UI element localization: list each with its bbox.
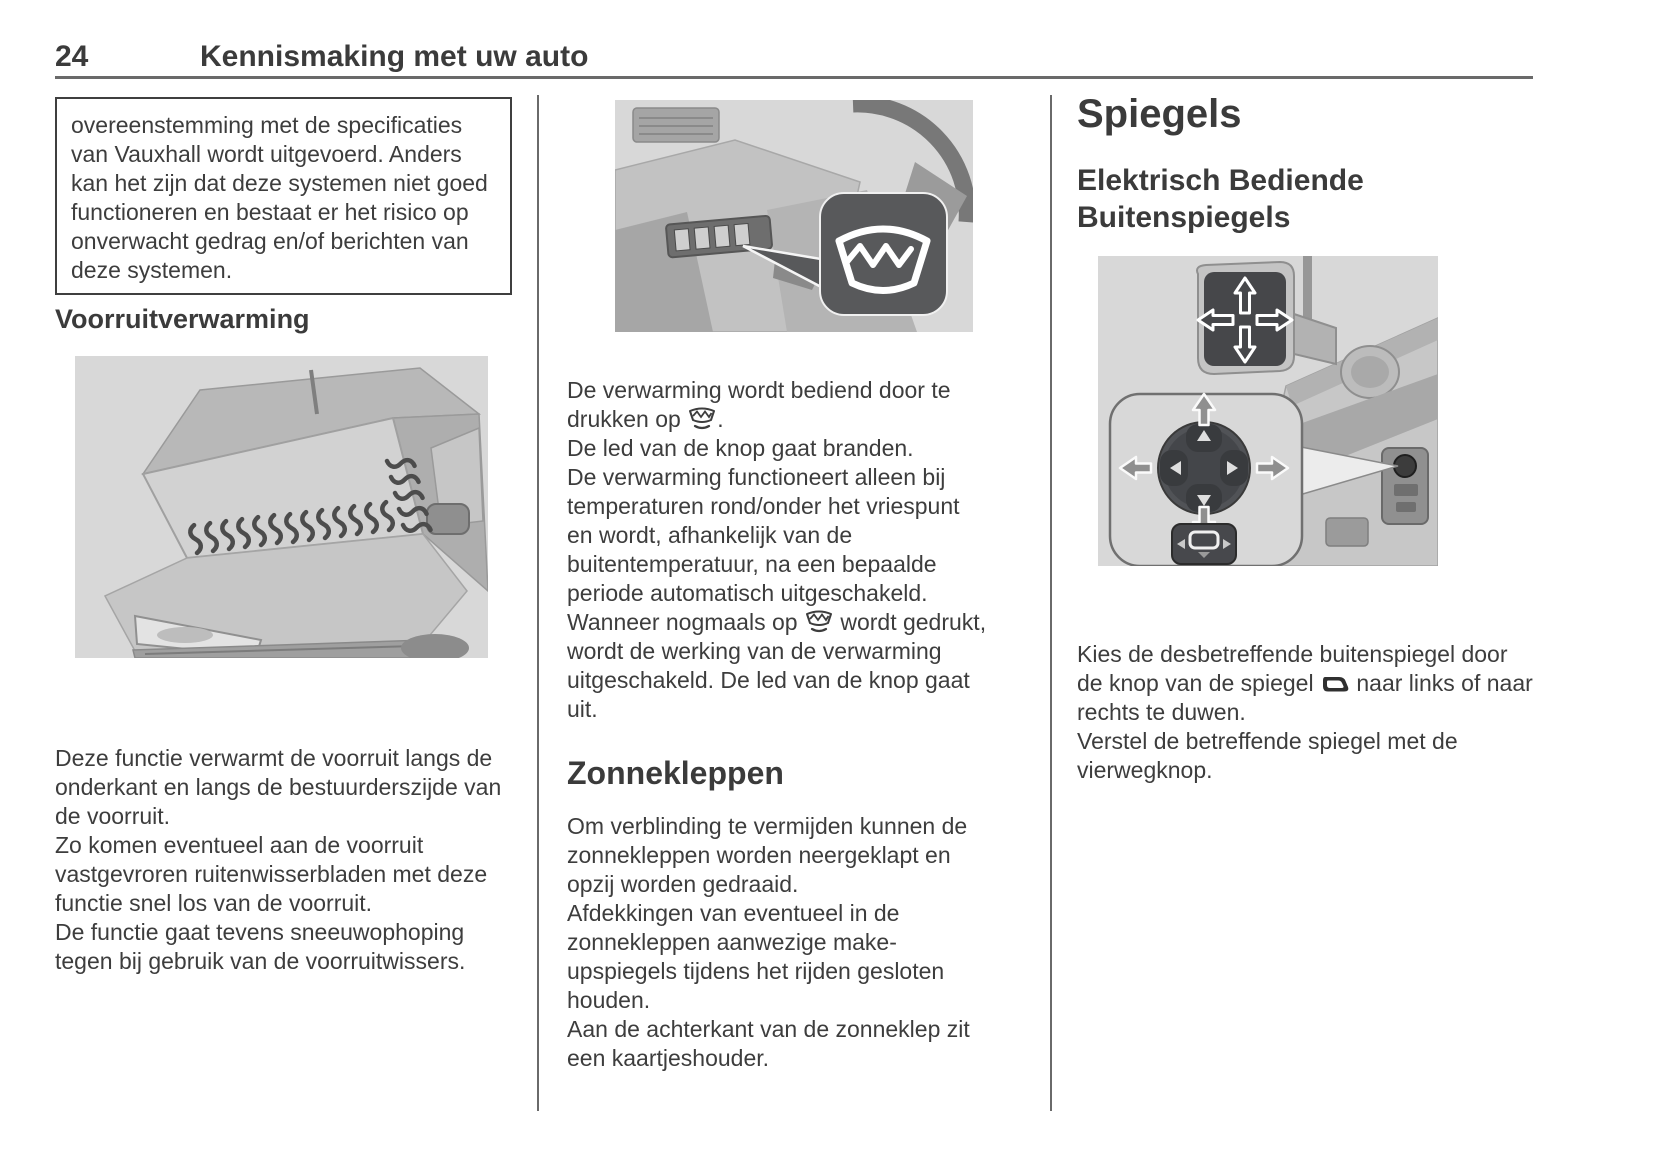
mirror-select-switch [1172,524,1236,564]
windshield-heating-paragraphs [55,744,517,976]
paragraph [567,376,991,434]
paragraph: De led van de knop gaat branden. [567,435,914,461]
paragraph-text: naar links of naar rechts te duwen. [1077,670,1533,725]
paragraph-text: . [717,406,724,432]
mirror-adjust-paragraphs [1077,640,1539,785]
heated-windshield-illustration [75,356,488,658]
paragraph: Om verblinding te vermijden kunnen de zonnekleppen worden neergeklapt en opzij worden gedraaid. [567,813,968,897]
paragraph: Afdekkingen van eventueel in de zonnekleppen aanwezige make-upspiegels tijdens het rijden gesloten houden. [567,900,945,1013]
paragraph: Deze functie verwarmt de voorruit langs de onderkant en langs de bestuurderszijde van de voorruit. [55,745,502,829]
mirror-select-icon [1320,675,1350,695]
paragraph: De functie gaat tevens sneeuwophoping tegen bij gebruik van de voorruitwissers. [55,919,466,974]
chapter-title: Kennismaking met uw auto [200,40,589,73]
paragraph-text: De verwarming wordt bediend door te drukken op [567,377,951,432]
paragraph-text: Kies de desbetreffende buitenspiegel door de knop van de spiegel [1077,641,1508,696]
side-mirror [427,504,469,534]
paragraph: Verstel de betreffende spiegel met de vierwegknop. [1077,728,1458,783]
paragraph: De verwarming functioneert alleen bij temperaturen rond/onder het vriespunt en wordt, afhankelijk van de buitentemperatuur, na een bepaalde periode automatisch uitgeschakeld. [567,464,960,606]
column-divider-right [1050,95,1052,1111]
heating-operation-paragraphs [567,376,991,724]
sun-visor-paragraphs [567,812,991,1073]
door-mirror-switch-panel [1382,448,1428,524]
paragraph [1077,640,1539,727]
section-heading-sun-visors: Zonnekleppen [567,755,784,791]
note-box-text: overeenstemming met de specificaties van Vauxhall wordt uitgevoerd. Anders kan het zijn dat deze systemen niet goed functioneren en bestaat er het risico op onverwacht gedrag en/of berichten van deze systemen. [71,112,488,283]
section-heading-mirrors: Spiegels [1077,92,1242,136]
header-rule [55,76,1533,79]
section-heading-windshield-heating: Voorruitverwarming [55,304,310,334]
windshield-heating-icon [687,407,717,431]
dashboard-heating-button-illustration [615,100,973,332]
windshield-heating-icon [804,610,834,634]
paragraph [567,608,991,724]
paragraph: Zo komen eventueel aan de voorruit vastgevroren ruitenwisserbladen met deze functie snel los van de voorruit. [55,832,488,916]
column-divider-left [537,95,539,1111]
paragraph-text: wordt gedrukt, wordt de werking van de verwarming uitgeschakeld. De led van de knop gaat uit. [567,609,987,722]
subheading-power-mirrors: Elektrisch Bediende Buitenspiegels [1077,164,1364,234]
paragraph-text: Wanneer nogmaals op [567,609,804,635]
page-number: 24 [55,40,89,73]
note-box [55,97,512,295]
paragraph: Aan de achterkant van de zonneklep zit een kaartjeshouder. [567,1016,970,1071]
mirror-control-illustration [1098,256,1438,566]
